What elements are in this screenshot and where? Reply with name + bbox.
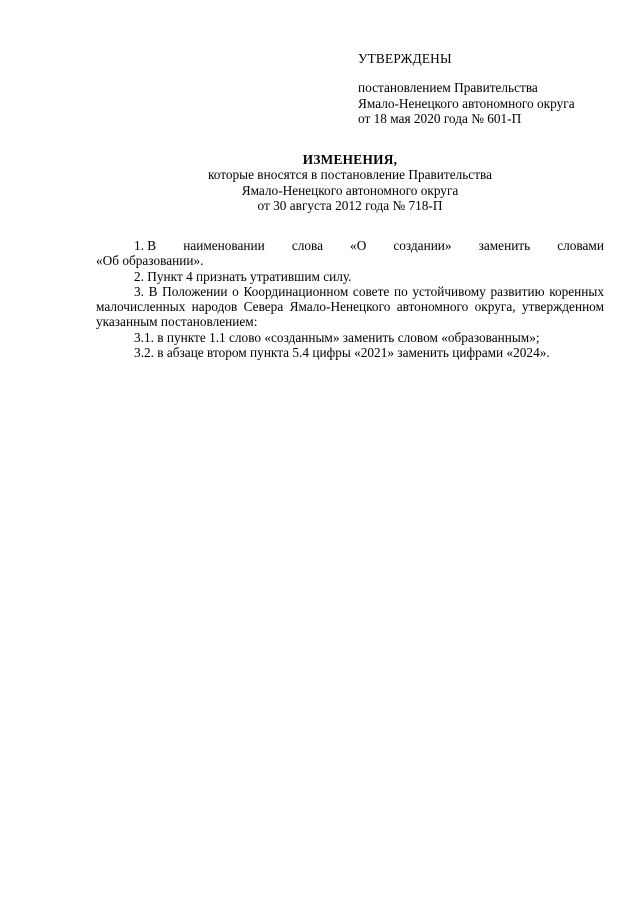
approval-line: Ямало-Ненецкого автономного округа (358, 95, 575, 111)
item-1-line-1 (96, 238, 604, 253)
item-1-word: заменить (478, 238, 531, 253)
approval-line: постановлением Правительства (358, 80, 538, 96)
approval-line: от 18 мая 2020 года № 601-П (358, 110, 522, 126)
title-subline: Ямало-Ненецкого автономного округа (241, 182, 459, 198)
item-1-line-2: «Об образовании». (96, 253, 204, 269)
item-1-word: 1. В (134, 238, 157, 253)
approval-stamp (358, 51, 628, 126)
title-subline: от 30 августа 2012 года № 718-П (257, 197, 443, 213)
item-1-word: «О (350, 238, 367, 253)
item-2: 2. Пункт 4 признать утратившим силу. (134, 268, 352, 284)
item-1-word: наименовании (183, 238, 265, 253)
document-title: ИЗМЕНЕНИЯ, (302, 152, 398, 167)
item-3-2: 3.2. в абзаце втором пункта 5.4 цифры «2021» заменить цифрами «2024». (134, 345, 550, 361)
item-1-word: слова (291, 238, 324, 253)
document-body (96, 238, 604, 360)
item-3-1: 3.1. в пункте 1.1 слово «созданным» заменить словом «образованным»; (134, 329, 540, 345)
title-subline: которые вносятся в постановление Правительства (207, 167, 493, 183)
item-1-word: создании» (393, 238, 452, 253)
item-1-word: словами (557, 238, 604, 253)
item-3: 3. В Положении о Координационном совете по устойчивому развитию коренных малочисленных народов Севера Ямало-Ненецкого автономного округа, утвержденном указанным постановлением: (96, 283, 604, 330)
document-title-block (96, 152, 604, 213)
approval-heading: УТВЕРЖДЕНЫ (358, 51, 452, 66)
